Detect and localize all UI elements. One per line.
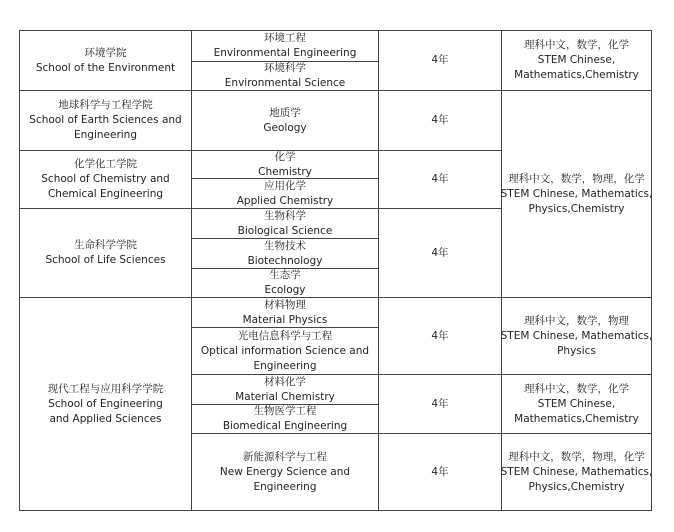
requirement-en-line2: Mathematics,Chemistry <box>514 69 639 81</box>
major-name-zh: 生物医学工程 <box>253 405 317 417</box>
requirement-cell <box>502 375 651 433</box>
school-cell <box>20 209 191 297</box>
duration-cell <box>379 298 501 374</box>
school-cell <box>20 298 191 510</box>
school-name-en-line2: Chemical Engineering <box>47 188 164 200</box>
major-name-en: Environmental Engineering <box>213 47 357 59</box>
major-name-en: Material Physics <box>242 313 328 326</box>
school-name-en: School of the Environment <box>35 61 176 74</box>
requirement-en-line2: Mathematics,Chemistry <box>514 412 639 425</box>
major-name-en: Biological Science <box>237 224 333 237</box>
requirement-en-line2: Physics,Chemistry <box>528 202 625 215</box>
school-name-zh: 地球科学与工程学院 <box>58 99 153 111</box>
major-name-zh: 生物科学 <box>264 209 306 222</box>
school-name-zh: 环境学院 <box>84 46 127 59</box>
requirement-en-line1: STEM Chinese, Mathematics, <box>500 187 653 200</box>
duration-cell <box>379 209 501 297</box>
major-name-en: Geology <box>263 121 307 134</box>
major-name-en: Environmental Science <box>224 77 346 89</box>
major-name-en: Applied Chemistry <box>236 194 334 207</box>
major-cell <box>192 328 378 374</box>
requirement-en-line1: STEM Chinese, Mathematics, <box>500 329 653 342</box>
requirement-zh: 理科中文，数学，物理 <box>524 314 629 327</box>
requirement-zh: 理科中文，数学，物理，化学 <box>508 172 645 185</box>
major-name-en: Material Chemistry <box>235 390 335 403</box>
major-name-zh: 生物技术 <box>264 239 306 252</box>
major-name-zh: 材料物理 <box>264 298 306 311</box>
major-name-en-line1: New Energy Science and <box>219 465 351 478</box>
school-name-zh: 现代工程与应用科学学院 <box>47 382 164 395</box>
school-cell <box>20 151 191 208</box>
requirement-zh: 理科中文，数学，化学 <box>524 39 629 51</box>
duration-value: 4年 <box>431 114 449 126</box>
requirement-en-line1: STEM Chinese, Mathematics, <box>500 465 653 478</box>
major-name-en-line2: Engineering <box>253 480 317 493</box>
major-name-zh: 环境工程 <box>264 32 306 44</box>
major-name-zh: 环境科学 <box>264 62 306 74</box>
duration-cell <box>379 91 501 150</box>
school-cell <box>20 31 191 90</box>
duration-value: 4年 <box>431 54 449 66</box>
requirement-en-line1: STEM Chinese, <box>537 397 616 410</box>
major-cell <box>192 269 378 297</box>
school-name-en-line1: School of Engineering <box>48 397 163 410</box>
requirement-cell <box>502 31 651 90</box>
requirement-en-line1: STEM Chinese, <box>537 54 616 66</box>
major-cell <box>192 179 378 208</box>
school-name-en-line1: School of Earth Sciences and <box>29 114 182 126</box>
school-name-en-line1: School of Chemistry and <box>41 173 170 185</box>
requirement-en-line2: Physics <box>557 344 596 357</box>
major-name-en: Chemistry <box>258 165 312 178</box>
requirement-cell <box>502 434 651 510</box>
duration-value: 4年 <box>431 397 449 410</box>
school-cell <box>20 91 191 150</box>
major-cell <box>192 209 378 238</box>
major-cell <box>192 434 378 510</box>
major-name-en: Biomedical Engineering <box>222 420 348 432</box>
major-cell <box>192 405 378 433</box>
major-name-en: Biotechnology <box>247 254 323 267</box>
requirement-en-line2: Physics,Chemistry <box>528 480 625 493</box>
school-name-en-line2: Engineering <box>74 129 137 141</box>
major-name-zh: 地质学 <box>269 106 301 119</box>
requirement-cell <box>502 91 651 297</box>
requirement-cell <box>502 298 651 374</box>
major-name-zh: 材料化学 <box>264 375 306 388</box>
major-cell <box>192 62 378 90</box>
school-name-zh: 生命科学学院 <box>74 239 137 251</box>
duration-cell <box>379 151 501 208</box>
school-name-en-line2: and Applied Sciences <box>49 412 162 425</box>
major-cell <box>192 151 378 178</box>
requirement-zh: 理科中文，数学，化学 <box>524 382 629 395</box>
school-name-zh: 化学化工学院 <box>74 158 137 170</box>
major-cell <box>192 298 378 327</box>
major-name-en-line1: Optical information Science and <box>200 344 370 357</box>
major-cell <box>192 375 378 404</box>
duration-cell <box>379 375 501 433</box>
duration-cell <box>379 434 501 510</box>
duration-value: 4年 <box>431 246 449 259</box>
major-name-en: Ecology <box>264 284 306 296</box>
major-name-zh: 化学 <box>274 150 296 163</box>
duration-cell <box>379 31 501 90</box>
school-name-en: School of Life Sciences <box>45 254 166 266</box>
major-cell <box>192 31 378 61</box>
major-name-zh: 光电信息科学与工程 <box>237 329 333 342</box>
requirement-zh: 理科中文，数学，物理，化学 <box>508 450 645 463</box>
major-name-zh: 新能源科学与工程 <box>243 450 327 463</box>
major-cell <box>192 91 378 150</box>
duration-value: 4年 <box>431 329 449 342</box>
duration-value: 4年 <box>431 465 449 478</box>
major-cell <box>192 239 378 268</box>
major-name-zh: 生态学 <box>269 269 301 281</box>
major-name-zh: 应用化学 <box>264 179 306 192</box>
major-name-en-line2: Engineering <box>253 359 317 372</box>
duration-value: 4年 <box>431 173 449 185</box>
